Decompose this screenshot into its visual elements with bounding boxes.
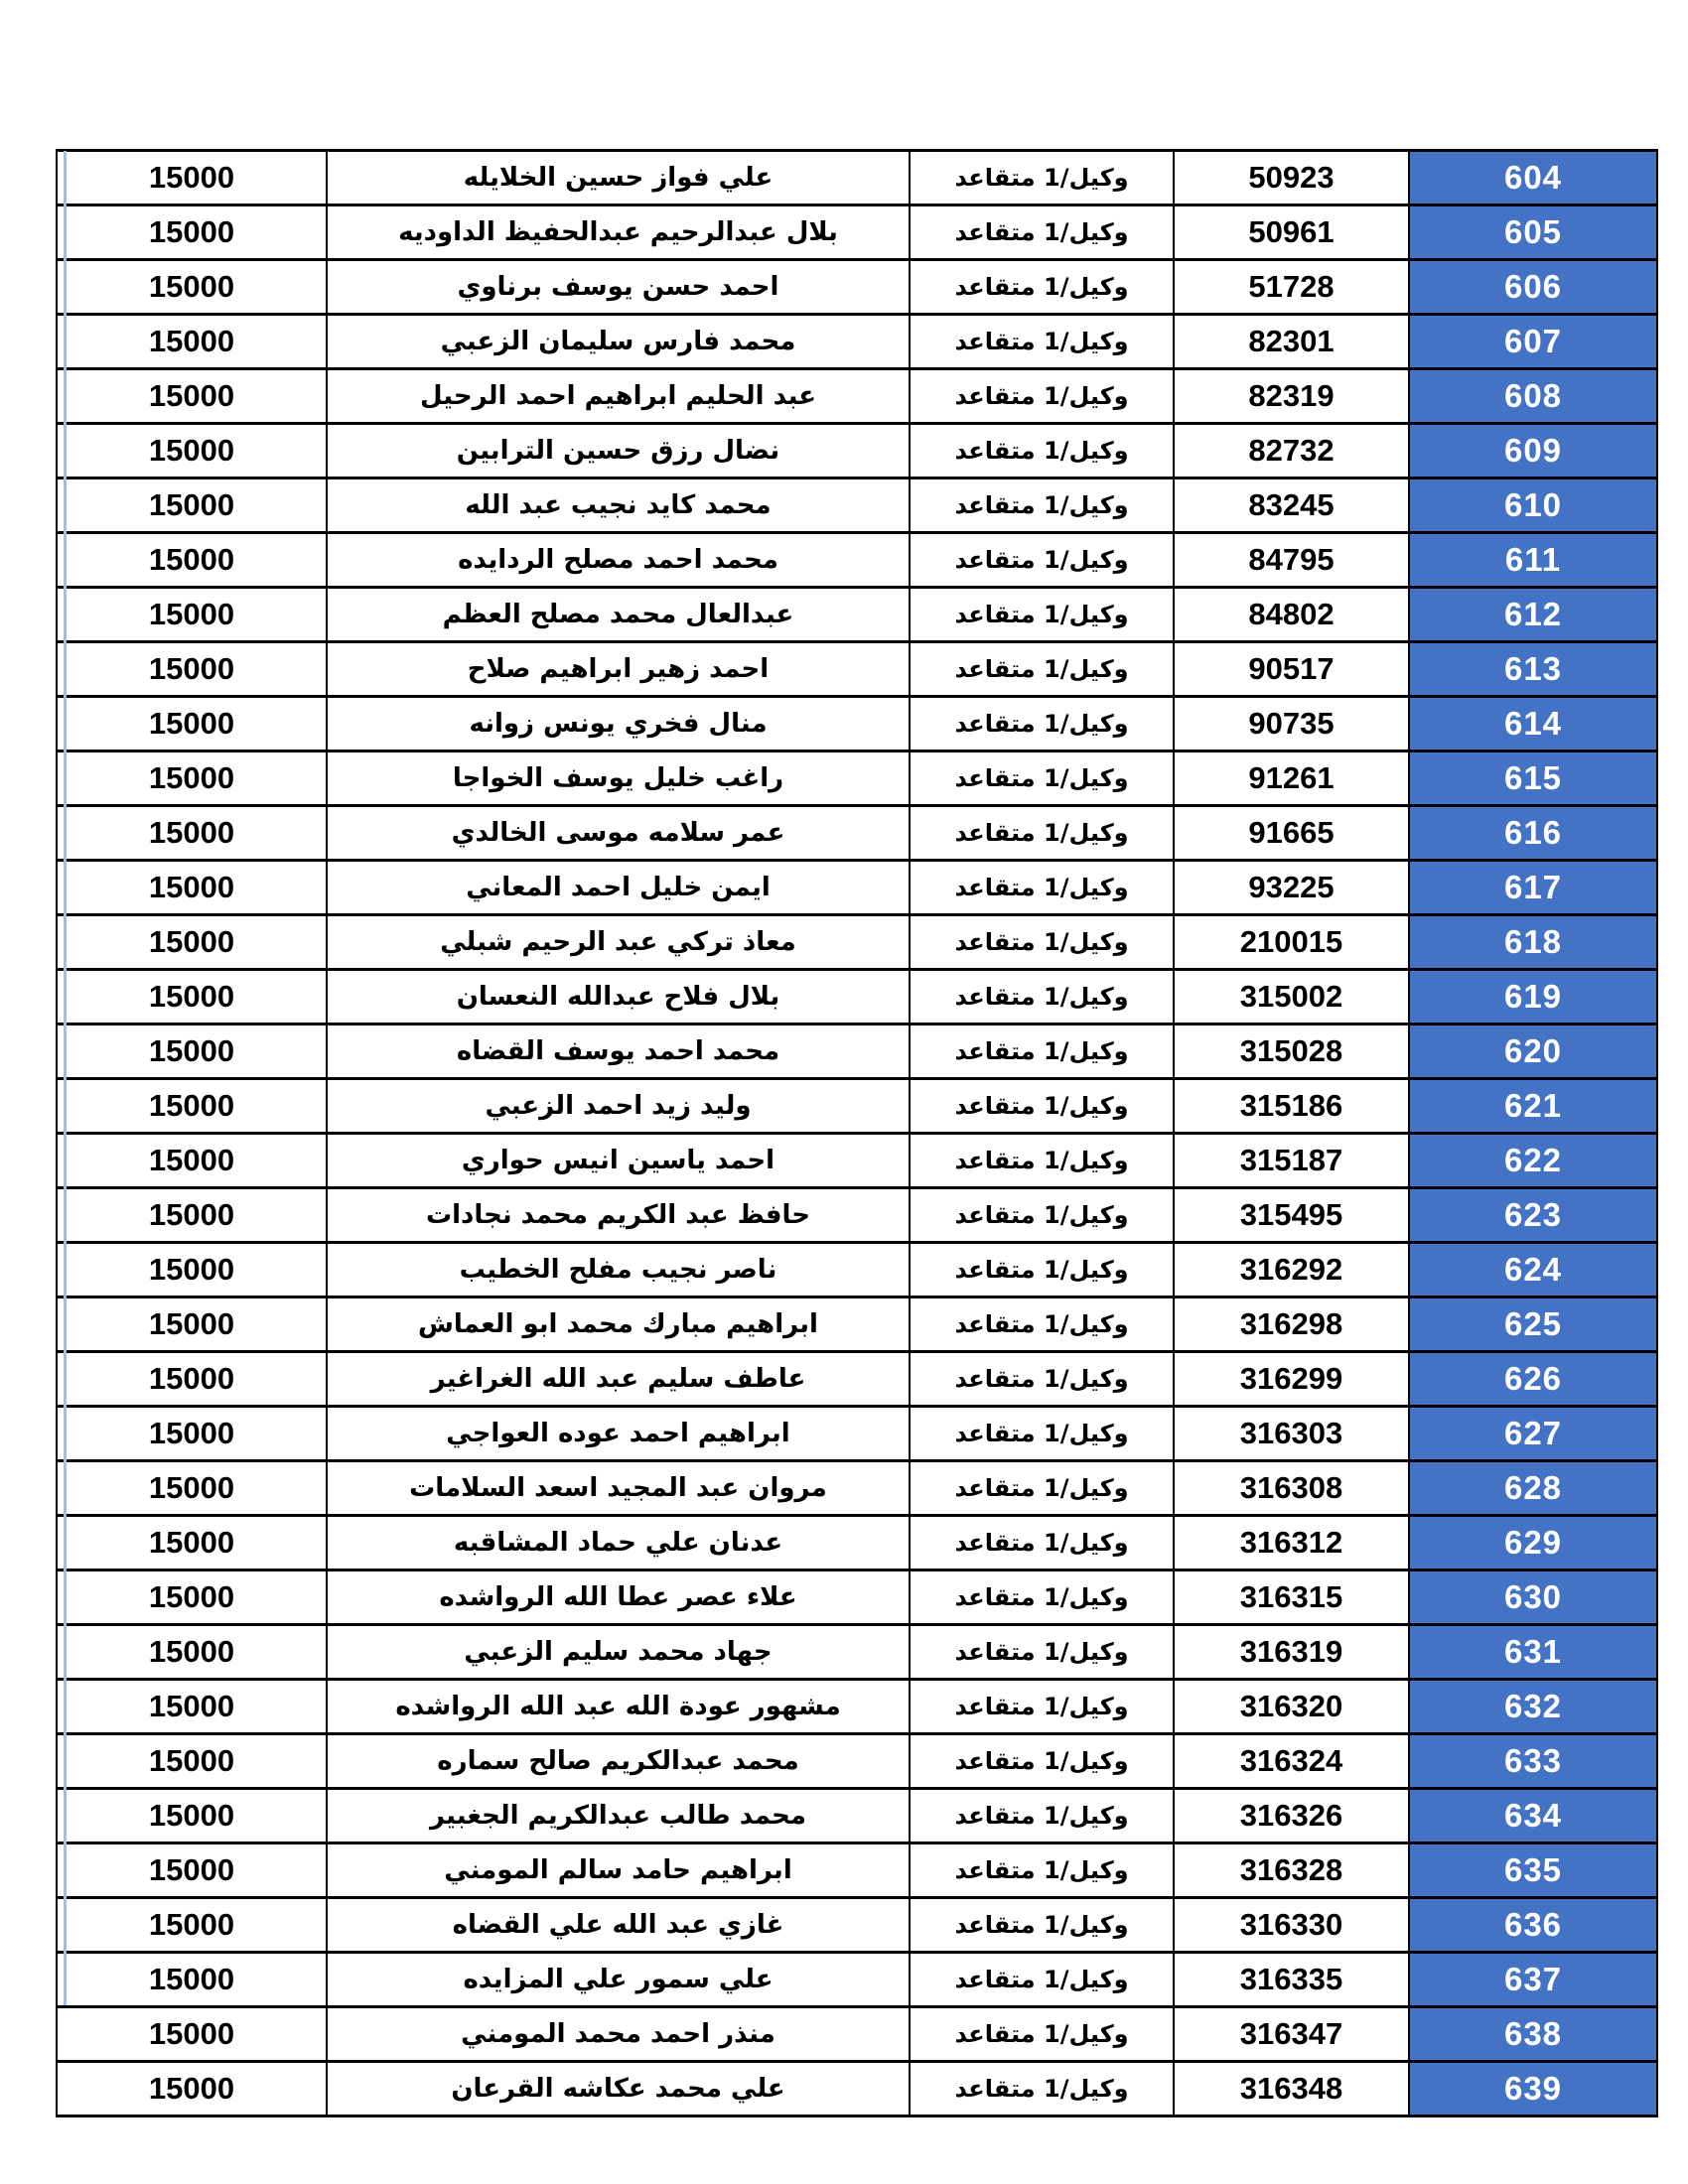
name-cell: بلال فلاح عبدالله النعسان: [327, 970, 910, 1024]
name-cell: ايمن خليل احمد المعاني: [327, 861, 910, 915]
name-cell: جهاد محمد سليم الزعبي: [327, 1625, 910, 1680]
rank-cell: وكيل/1 متقاعد: [910, 1570, 1174, 1625]
rank-cell: وكيل/1 متقاعد: [910, 1680, 1174, 1734]
name-cell: احمد زهير ابراهيم صلاح: [327, 642, 910, 697]
amount-cell: 15000: [57, 1024, 327, 1079]
rank-cell: وكيل/1 متقاعد: [910, 478, 1174, 533]
row-index-cell: 619: [1409, 970, 1657, 1024]
row-index-cell: 636: [1409, 1898, 1657, 1953]
pension-id-cell: 316326: [1174, 1789, 1409, 1843]
amount-cell: 15000: [57, 315, 327, 369]
pension-id-cell: 315028: [1174, 1024, 1409, 1079]
name-cell: احمد حسن يوسف برناوي: [327, 260, 910, 315]
rank-cell: وكيل/1 متقاعد: [910, 2007, 1174, 2062]
amount-cell: 15000: [57, 1570, 327, 1625]
rank-cell: وكيل/1 متقاعد: [910, 533, 1174, 588]
pension-id-cell: 90735: [1174, 697, 1409, 751]
rank-cell: وكيل/1 متقاعد: [910, 1461, 1174, 1516]
row-index-cell: 623: [1409, 1188, 1657, 1243]
rank-cell: وكيل/1 متقاعد: [910, 151, 1174, 205]
rank-cell: وكيل/1 متقاعد: [910, 1407, 1174, 1461]
amount-cell: 15000: [57, 369, 327, 424]
row-index-cell: 613: [1409, 642, 1657, 697]
name-cell: مروان عبد المجيد اسعد السلامات: [327, 1461, 910, 1516]
rank-cell: وكيل/1 متقاعد: [910, 369, 1174, 424]
pension-id-cell: 90517: [1174, 642, 1409, 697]
row-index-cell: 629: [1409, 1516, 1657, 1570]
retirees-table: [56, 149, 1658, 2117]
name-cell: منذر احمد محمد المومني: [327, 2007, 910, 2062]
table-row: [57, 1243, 1657, 1297]
row-index-cell: 626: [1409, 1352, 1657, 1407]
pension-id-cell: 83245: [1174, 478, 1409, 533]
pension-id-cell: 84795: [1174, 533, 1409, 588]
amount-cell: 15000: [57, 1843, 327, 1898]
table-row: [57, 315, 1657, 369]
row-index-cell: 618: [1409, 915, 1657, 970]
pension-id-cell: 91261: [1174, 751, 1409, 806]
table-row: [57, 2062, 1657, 2116]
name-cell: راغب خليل يوسف الخواجا: [327, 751, 910, 806]
row-index-cell: 627: [1409, 1407, 1657, 1461]
table-row: [57, 1898, 1657, 1953]
name-cell: مشهور عودة الله عبد الله الرواشده: [327, 1680, 910, 1734]
name-cell: محمد احمد يوسف القضاه: [327, 1024, 910, 1079]
row-index-cell: 637: [1409, 1953, 1657, 2007]
name-cell: محمد عبدالكريم صالح سماره: [327, 1734, 910, 1789]
row-index-cell: 632: [1409, 1680, 1657, 1734]
rank-cell: وكيل/1 متقاعد: [910, 861, 1174, 915]
row-index-cell: 621: [1409, 1079, 1657, 1134]
rank-cell: وكيل/1 متقاعد: [910, 1297, 1174, 1352]
rank-cell: وكيل/1 متقاعد: [910, 260, 1174, 315]
table-row: [57, 915, 1657, 970]
margin-guide-line: [64, 151, 67, 2005]
amount-cell: 15000: [57, 1297, 327, 1352]
pension-id-cell: 91665: [1174, 806, 1409, 861]
amount-cell: 15000: [57, 588, 327, 642]
rank-cell: وكيل/1 متقاعد: [910, 1953, 1174, 2007]
pension-id-cell: 50923: [1174, 151, 1409, 205]
name-cell: علاء عصر عطا الله الرواشده: [327, 1570, 910, 1625]
table-row: [57, 1570, 1657, 1625]
name-cell: ناصر نجيب مفلح الخطيب: [327, 1243, 910, 1297]
pension-id-cell: 82732: [1174, 424, 1409, 478]
pension-id-cell: 93225: [1174, 861, 1409, 915]
table-row: [57, 1461, 1657, 1516]
table-row: [57, 1352, 1657, 1407]
amount-cell: 15000: [57, 970, 327, 1024]
pension-id-cell: 315495: [1174, 1188, 1409, 1243]
pension-id-cell: 316320: [1174, 1680, 1409, 1734]
amount-cell: 15000: [57, 1352, 327, 1407]
rank-cell: وكيل/1 متقاعد: [910, 915, 1174, 970]
row-index-cell: 617: [1409, 861, 1657, 915]
name-cell: ابراهيم حامد سالم المومني: [327, 1843, 910, 1898]
amount-cell: 15000: [57, 1734, 327, 1789]
amount-cell: 15000: [57, 697, 327, 751]
rank-cell: وكيل/1 متقاعد: [910, 315, 1174, 369]
pension-id-cell: 316292: [1174, 1243, 1409, 1297]
row-index-cell: 609: [1409, 424, 1657, 478]
table-row: [57, 1079, 1657, 1134]
rank-cell: وكيل/1 متقاعد: [910, 424, 1174, 478]
rank-cell: وكيل/1 متقاعد: [910, 1898, 1174, 1953]
amount-cell: 15000: [57, 2062, 327, 2116]
rank-cell: وكيل/1 متقاعد: [910, 970, 1174, 1024]
table-row: [57, 1407, 1657, 1461]
name-cell: بلال عبدالرحيم عبدالحفيظ الداوديه: [327, 205, 910, 260]
table-row: [57, 1188, 1657, 1243]
amount-cell: 15000: [57, 1680, 327, 1734]
table-row: [57, 478, 1657, 533]
pension-id-cell: 316347: [1174, 2007, 1409, 2062]
pension-id-cell: 315002: [1174, 970, 1409, 1024]
name-cell: معاذ تركي عبد الرحيم شبلي: [327, 915, 910, 970]
rank-cell: وكيل/1 متقاعد: [910, 1243, 1174, 1297]
row-index-cell: 608: [1409, 369, 1657, 424]
name-cell: منال فخري يونس زوانه: [327, 697, 910, 751]
amount-cell: 15000: [57, 1079, 327, 1134]
pension-id-cell: 316330: [1174, 1898, 1409, 1953]
name-cell: علي سمور علي المزايده: [327, 1953, 910, 2007]
row-index-cell: 630: [1409, 1570, 1657, 1625]
name-cell: ابراهيم مبارك محمد ابو العماش: [327, 1297, 910, 1352]
row-index-cell: 638: [1409, 2007, 1657, 2062]
rank-cell: وكيل/1 متقاعد: [910, 806, 1174, 861]
rank-cell: وكيل/1 متقاعد: [910, 205, 1174, 260]
table-row: [57, 260, 1657, 315]
pension-id-cell: 51728: [1174, 260, 1409, 315]
rank-cell: وكيل/1 متقاعد: [910, 1352, 1174, 1407]
table-row: [57, 1734, 1657, 1789]
pension-id-cell: 50961: [1174, 205, 1409, 260]
rank-cell: وكيل/1 متقاعد: [910, 1843, 1174, 1898]
row-index-cell: 610: [1409, 478, 1657, 533]
pension-id-cell: 210015: [1174, 915, 1409, 970]
amount-cell: 15000: [57, 1789, 327, 1843]
amount-cell: 15000: [57, 1188, 327, 1243]
pension-id-cell: 316335: [1174, 1953, 1409, 2007]
name-cell: محمد طالب عبدالكريم الجغبير: [327, 1789, 910, 1843]
name-cell: احمد ياسين انيس حواري: [327, 1134, 910, 1188]
amount-cell: 15000: [57, 260, 327, 315]
pension-id-cell: 316308: [1174, 1461, 1409, 1516]
pension-id-cell: 82301: [1174, 315, 1409, 369]
rank-cell: وكيل/1 متقاعد: [910, 751, 1174, 806]
row-index-cell: 605: [1409, 205, 1657, 260]
table-row: [57, 970, 1657, 1024]
pension-id-cell: 316303: [1174, 1407, 1409, 1461]
rank-cell: وكيل/1 متقاعد: [910, 697, 1174, 751]
pension-id-cell: 316298: [1174, 1297, 1409, 1352]
name-cell: غازي عبد الله علي القضاه: [327, 1898, 910, 1953]
table-row: [57, 1680, 1657, 1734]
row-index-cell: 606: [1409, 260, 1657, 315]
amount-cell: 15000: [57, 806, 327, 861]
pension-id-cell: 84802: [1174, 588, 1409, 642]
table-row: [57, 588, 1657, 642]
row-index-cell: 639: [1409, 2062, 1657, 2116]
amount-cell: 15000: [57, 751, 327, 806]
name-cell: عدنان علي حماد المشاقبه: [327, 1516, 910, 1570]
pension-id-cell: 316312: [1174, 1516, 1409, 1570]
name-cell: عمر سلامه موسى الخالدي: [327, 806, 910, 861]
row-index-cell: 616: [1409, 806, 1657, 861]
name-cell: وليد زيد احمد الزعبي: [327, 1079, 910, 1134]
pension-id-cell: 316319: [1174, 1625, 1409, 1680]
row-index-cell: 611: [1409, 533, 1657, 588]
rank-cell: وكيل/1 متقاعد: [910, 642, 1174, 697]
table-row: [57, 533, 1657, 588]
pension-id-cell: 316348: [1174, 2062, 1409, 2116]
rank-cell: وكيل/1 متقاعد: [910, 1188, 1174, 1243]
pension-id-cell: 316315: [1174, 1570, 1409, 1625]
amount-cell: 15000: [57, 424, 327, 478]
rank-cell: وكيل/1 متقاعد: [910, 1734, 1174, 1789]
amount-cell: 15000: [57, 151, 327, 205]
pension-id-cell: 316299: [1174, 1352, 1409, 1407]
table-row: [57, 642, 1657, 697]
row-index-cell: 607: [1409, 315, 1657, 369]
pension-id-cell: 316328: [1174, 1843, 1409, 1898]
rank-cell: وكيل/1 متقاعد: [910, 1789, 1174, 1843]
amount-cell: 15000: [57, 861, 327, 915]
amount-cell: 15000: [57, 533, 327, 588]
row-index-cell: 633: [1409, 1734, 1657, 1789]
amount-cell: 15000: [57, 1243, 327, 1297]
row-index-cell: 625: [1409, 1297, 1657, 1352]
amount-cell: 15000: [57, 1407, 327, 1461]
row-index-cell: 620: [1409, 1024, 1657, 1079]
rank-cell: وكيل/1 متقاعد: [910, 1134, 1174, 1188]
row-index-cell: 604: [1409, 151, 1657, 205]
name-cell: علي فواز حسين الخلايله: [327, 151, 910, 205]
name-cell: محمد فارس سليمان الزعبي: [327, 315, 910, 369]
amount-cell: 15000: [57, 1516, 327, 1570]
table-row: [57, 424, 1657, 478]
retirees-table-body: [57, 151, 1657, 2116]
name-cell: عبدالعال محمد مصلح العظم: [327, 588, 910, 642]
rank-cell: وكيل/1 متقاعد: [910, 1024, 1174, 1079]
table-row: [57, 1516, 1657, 1570]
amount-cell: 15000: [57, 205, 327, 260]
table-row: [57, 1953, 1657, 2007]
amount-cell: 15000: [57, 1898, 327, 1953]
rank-cell: وكيل/1 متقاعد: [910, 1625, 1174, 1680]
row-index-cell: 631: [1409, 1625, 1657, 1680]
name-cell: حافظ عبد الكريم محمد نجادات: [327, 1188, 910, 1243]
table-row: [57, 369, 1657, 424]
table-row: [57, 151, 1657, 205]
name-cell: ابراهيم احمد عوده العواجي: [327, 1407, 910, 1461]
pension-id-cell: 315187: [1174, 1134, 1409, 1188]
amount-cell: 15000: [57, 1134, 327, 1188]
table-row: [57, 1134, 1657, 1188]
row-index-cell: 614: [1409, 697, 1657, 751]
table-row: [57, 2007, 1657, 2062]
amount-cell: 15000: [57, 915, 327, 970]
name-cell: محمد كايد نجيب عبد الله: [327, 478, 910, 533]
table-row: [57, 806, 1657, 861]
row-index-cell: 628: [1409, 1461, 1657, 1516]
table-row: [57, 205, 1657, 260]
rank-cell: وكيل/1 متقاعد: [910, 2062, 1174, 2116]
table-row: [57, 1625, 1657, 1680]
table-row: [57, 1789, 1657, 1843]
amount-cell: 15000: [57, 1953, 327, 2007]
table-row: [57, 861, 1657, 915]
name-cell: نضال رزق حسين الترابين: [327, 424, 910, 478]
table-row: [57, 1024, 1657, 1079]
amount-cell: 15000: [57, 2007, 327, 2062]
table-row: [57, 1843, 1657, 1898]
table-row: [57, 697, 1657, 751]
row-index-cell: 624: [1409, 1243, 1657, 1297]
amount-cell: 15000: [57, 478, 327, 533]
table-row: [57, 751, 1657, 806]
row-index-cell: 634: [1409, 1789, 1657, 1843]
row-index-cell: 635: [1409, 1843, 1657, 1898]
table-row: [57, 1297, 1657, 1352]
name-cell: عاطف سليم عبد الله الغراغير: [327, 1352, 910, 1407]
row-index-cell: 615: [1409, 751, 1657, 806]
amount-cell: 15000: [57, 1625, 327, 1680]
name-cell: محمد احمد مصلح الردايده: [327, 533, 910, 588]
pension-id-cell: 82319: [1174, 369, 1409, 424]
rank-cell: وكيل/1 متقاعد: [910, 1079, 1174, 1134]
name-cell: عبد الحليم ابراهيم احمد الرحيل: [327, 369, 910, 424]
pension-id-cell: 315186: [1174, 1079, 1409, 1134]
rank-cell: وكيل/1 متقاعد: [910, 588, 1174, 642]
row-index-cell: 622: [1409, 1134, 1657, 1188]
amount-cell: 15000: [57, 1461, 327, 1516]
row-index-cell: 612: [1409, 588, 1657, 642]
pension-id-cell: 316324: [1174, 1734, 1409, 1789]
name-cell: علي محمد عكاشه القرعان: [327, 2062, 910, 2116]
rank-cell: وكيل/1 متقاعد: [910, 1516, 1174, 1570]
amount-cell: 15000: [57, 642, 327, 697]
